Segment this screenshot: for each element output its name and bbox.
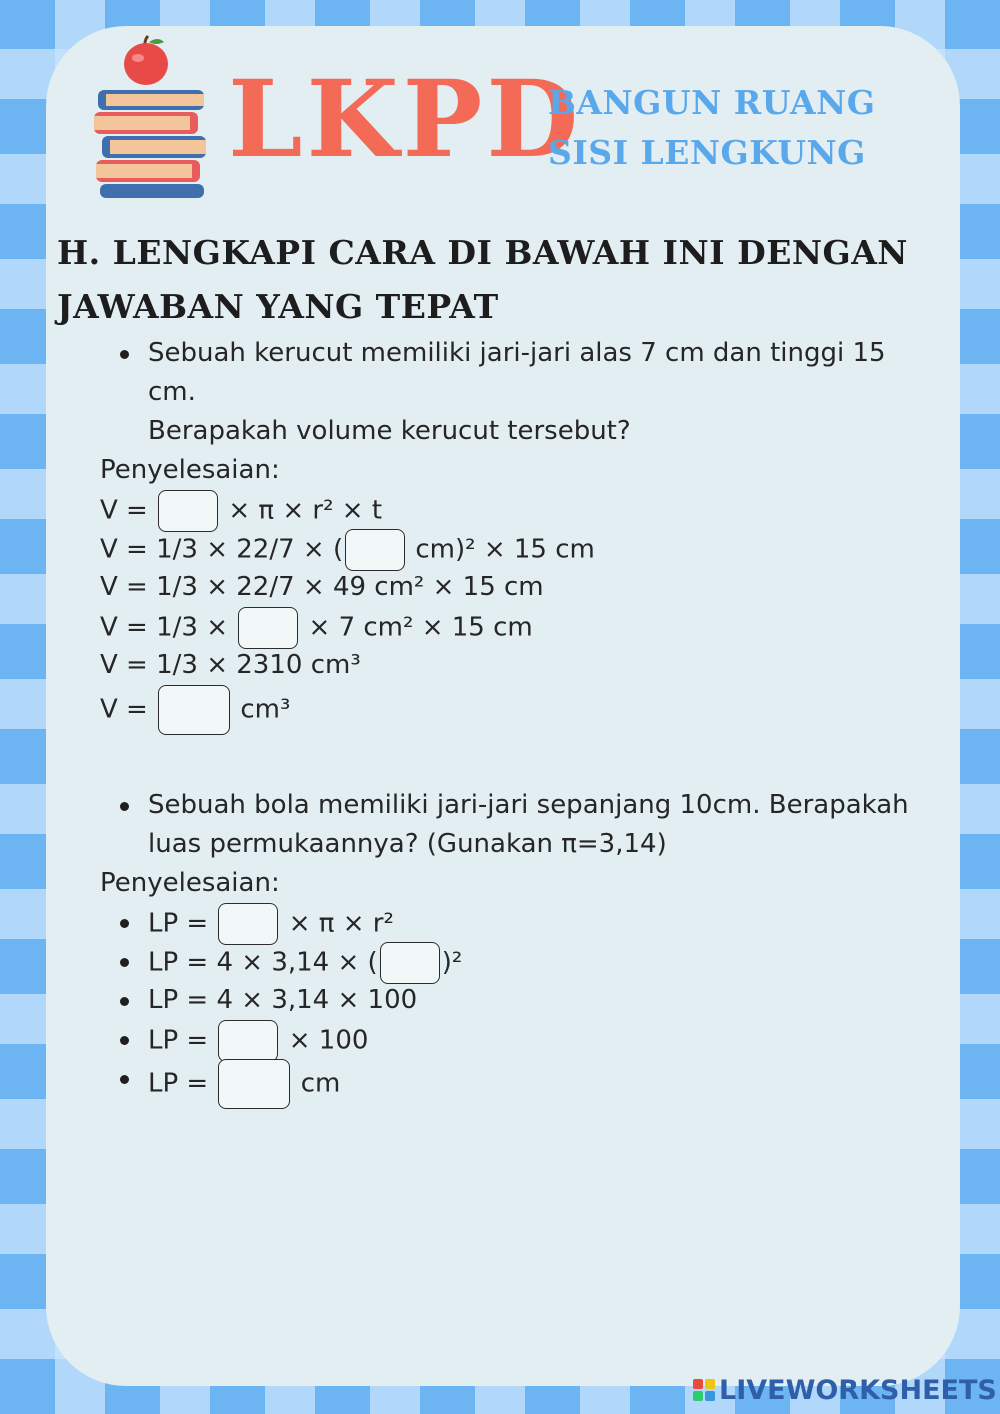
step-text: LP = 4 × 3,14 × ( bbox=[148, 947, 378, 978]
liveworksheets-logo[interactable] bbox=[693, 1372, 997, 1408]
step-text: V = 1/3 × 22/7 × ( bbox=[100, 534, 344, 565]
logo-square bbox=[693, 1391, 703, 1401]
answer-box-radius[interactable] bbox=[345, 529, 405, 571]
answer-box-coefficient[interactable] bbox=[218, 903, 278, 945]
answer-box-product[interactable] bbox=[218, 1020, 278, 1062]
step-text: cm bbox=[292, 1068, 341, 1099]
problem-1-step-6 bbox=[100, 685, 940, 724]
heading-line-1: H. LENGKAPI CARA DI BAWAH INI DENGAN bbox=[57, 233, 908, 272]
step-text: × π × r² × t bbox=[220, 495, 383, 526]
answer-box-fraction[interactable] bbox=[158, 490, 218, 532]
step-text: )² bbox=[441, 947, 463, 978]
step-text: LP = bbox=[148, 908, 217, 939]
problem-1-solution-label: Penyelesaian: bbox=[100, 455, 280, 485]
problem-2-question-line-2: luas permukaannya? (Gunakan π=3,14) bbox=[148, 829, 667, 859]
step-text: × 7 cm² × 15 cm bbox=[300, 612, 533, 643]
books-apple-illustration bbox=[92, 34, 208, 202]
problem-1-step-4 bbox=[100, 607, 940, 646]
answer-box-factor[interactable] bbox=[238, 607, 298, 649]
problem-2-question-line-1: Sebuah bola memiliki jari-jari sepanjang 10cm. Berapakah bbox=[148, 790, 909, 820]
problem-1-step-1 bbox=[100, 490, 940, 529]
worksheet-title: LKPD bbox=[228, 56, 583, 181]
answer-box-radius[interactable] bbox=[380, 942, 440, 984]
logo-square bbox=[693, 1379, 703, 1389]
answer-box-volume[interactable] bbox=[158, 685, 230, 735]
problem-1-step-3: V = 1/3 × 22/7 × 49 cm² × 15 cm bbox=[100, 572, 544, 602]
problem-1-step-5: V = 1/3 × 2310 cm³ bbox=[100, 650, 361, 680]
step-text: cm)² × 15 cm bbox=[407, 534, 595, 565]
answer-box-surface-area[interactable] bbox=[218, 1059, 290, 1109]
problem-2-step-4 bbox=[100, 1020, 940, 1059]
step-text: V = bbox=[100, 694, 157, 725]
logo-grid-icon bbox=[693, 1379, 715, 1401]
problem-2-step-2 bbox=[100, 942, 940, 981]
problem-2-solution-label: Penyelesaian: bbox=[100, 868, 280, 898]
step-text: V = 1/3 × bbox=[100, 612, 237, 643]
problem-2-question bbox=[100, 786, 940, 864]
problem-1-question-line-1: Sebuah kerucut memiliki jari-jari alas 7 cm dan tinggi 15 cm. bbox=[148, 338, 886, 407]
worksheet-content bbox=[100, 334, 940, 1098]
problem-1-question bbox=[100, 334, 940, 451]
problem-1-step-2 bbox=[100, 529, 940, 568]
problem-2-step-5 bbox=[100, 1059, 940, 1098]
brand-name: LIVEWORKSHEETS bbox=[719, 1374, 997, 1406]
section-heading bbox=[57, 226, 957, 334]
logo-square bbox=[705, 1391, 715, 1401]
logo-square bbox=[705, 1379, 715, 1389]
worksheet-subtitle bbox=[548, 78, 875, 178]
subtitle-line-1: BANGUN RUANG bbox=[548, 83, 876, 122]
heading-line-2: JAWABAN YANG TEPAT bbox=[57, 287, 499, 326]
step-text: × 100 bbox=[280, 1025, 369, 1056]
problem-2-step-1 bbox=[100, 903, 940, 942]
step-text: cm³ bbox=[232, 694, 291, 725]
step-text: V = bbox=[100, 495, 157, 526]
step-text: LP = bbox=[148, 1068, 217, 1099]
problem-2-step-3: LP = 4 × 3,14 × 100 bbox=[100, 981, 940, 1020]
problem-1-question-line-2: Berapakah volume kerucut tersebut? bbox=[148, 416, 631, 446]
step-text: × π × r² bbox=[280, 908, 394, 939]
subtitle-line-2: SISI LENGKUNG bbox=[548, 133, 866, 172]
step-text: LP = bbox=[148, 1025, 217, 1056]
